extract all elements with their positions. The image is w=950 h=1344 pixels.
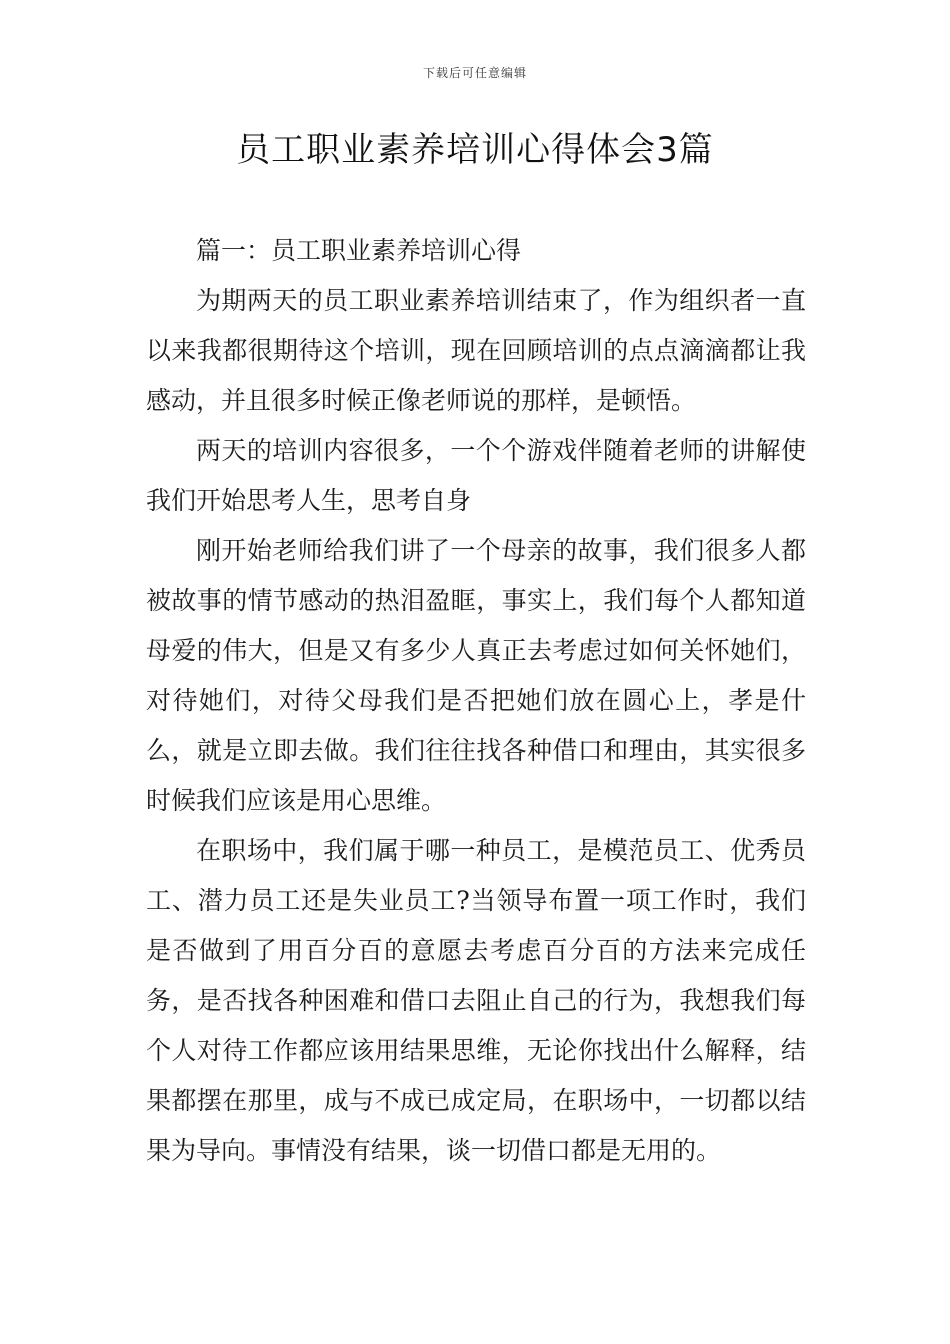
paragraph: 为期两天的员工职业素养培训结束了，作为组织者一直以来我都很期待这个培训，现在回顾培训的点点滴滴都让我感动，并且很多时候正像老师说的那样，是顿悟。	[146, 286, 806, 415]
paragraph: 两天的培训内容很多，一个个游戏伴随着老师的讲解使我们开始思考人生，思考自身	[146, 436, 806, 515]
paragraph: 刚开始老师给我们讲了一个母亲的故事，我们很多人都被故事的情节感动的热泪盈眶，事实上，我们每个人都知道母爱的伟大，但是又有多少人真正去考虑过如何关怀她们，对待她们，对待父母我们是否把她们放在圆心上，孝是什么，就是立即去做。我们往往找各种借口和理由，其实很多时候我们应该是用心思维。	[146, 536, 806, 815]
paragraph: 在职场中，我们属于哪一种员工，是模范员工、优秀员工、潜力员工还是失业员工?当领导布置一项工作时，我们是否做到了用百分百的意愿去考虑百分百的方法来完成任务，是否找各种困难和借口去阻止自己的行为，我想我们每个人对待工作都应该用结果思维，无论你找出什么解释，结果都摆在那里，成与不成已成定局，在职场中，一切都以结果为导向。事情没有结果，谈一切借口都是无用的。	[146, 836, 806, 1165]
document-body	[146, 226, 806, 1176]
document-title: 员工职业素养培训心得体会3篇	[236, 130, 714, 170]
header-note: 下载后可任意编辑	[422, 66, 527, 80]
section-heading: 篇一：员工职业素养培训心得	[196, 236, 522, 265]
